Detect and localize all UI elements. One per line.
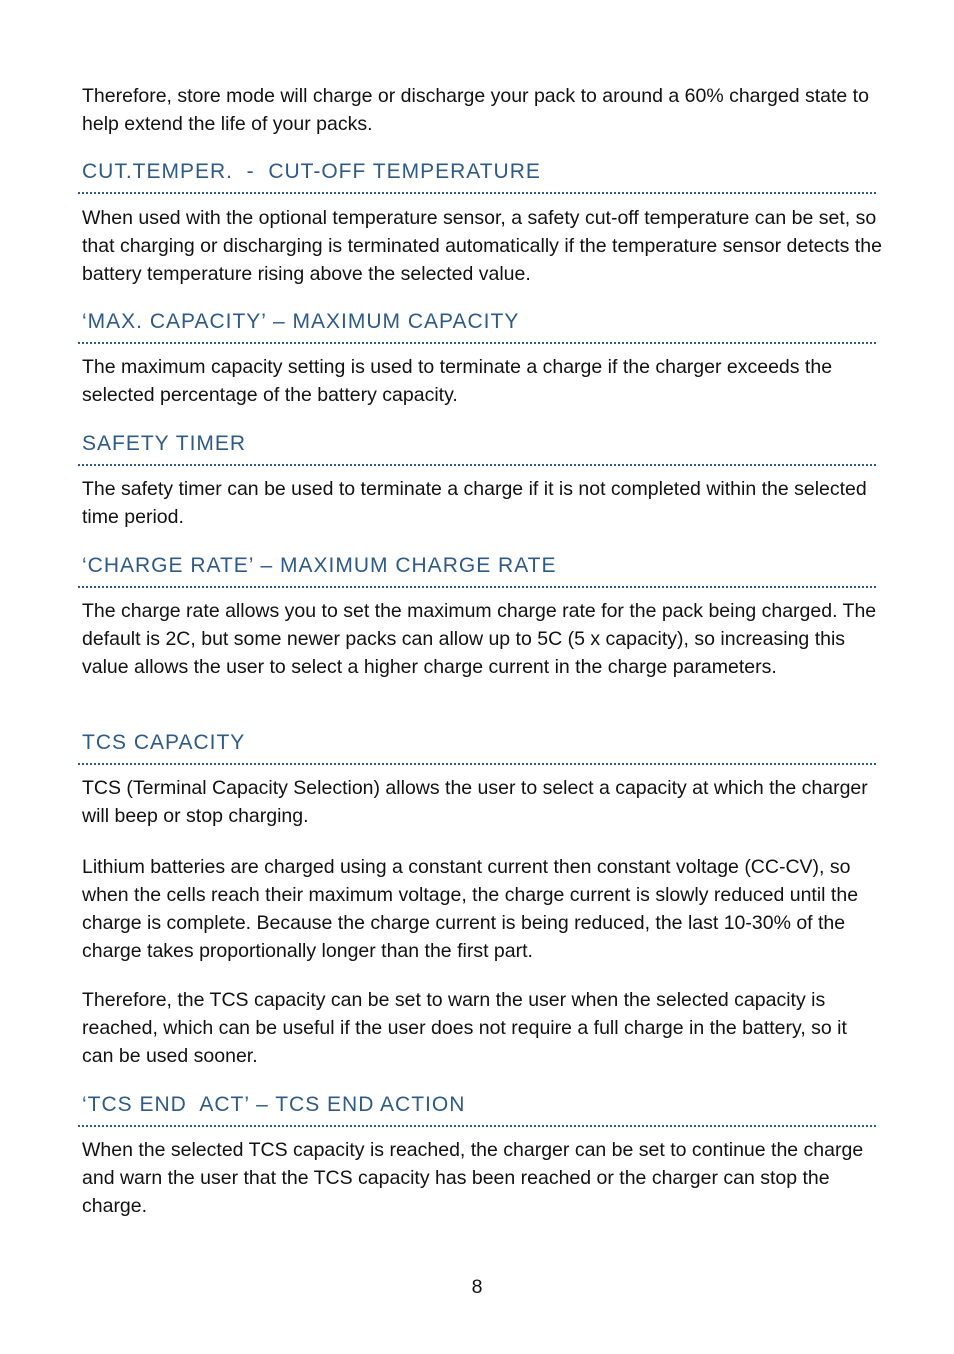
paragraph-tcs-capacity-1: TCS (Terminal Capacity Selection) allows the user to select a capacity at which the charger will beep or stop charging. (82, 777, 868, 827)
paragraph-maximum-charge-rate: The charge rate allows you to set the maximum charge rate for the pack being charged. The default is 2C, but some newer packs can allow up to 5C (5 x capacity), so increasing this value allows the user to select a higher charge current in the charge parameters. (82, 600, 877, 678)
paragraph-maximum-capacity: The maximum capacity setting is used to terminate a charge if the charger exceeds the selected percentage of the battery capacity. (82, 356, 833, 406)
heading-divider (78, 1125, 876, 1127)
paragraph-tcs-capacity-3: Therefore, the TCS capacity can be set to warn the user when the selected capacity is reached, which can be useful if the user does not require a full charge in the battery, so it can be used sooner. (82, 989, 847, 1067)
heading-tcs-capacity: TCS CAPACITY (82, 731, 246, 754)
heading-divider (78, 192, 876, 194)
paragraph-tcs-capacity-2: Lithium batteries are charged using a constant current then constant voltage (CC-CV), so when the cells reach their maximum voltage, the charge current is slowly reduced until the charge is complete. Because the charge current is being reduced, the last 10-30% of the charge takes proportionally longer than the first part. (82, 856, 859, 962)
heading-maximum-charge-rate: ‘CHARGE RATE’ – MAXIMUM CHARGE RATE (82, 554, 557, 577)
heading-divider (78, 342, 876, 344)
heading-divider (78, 464, 876, 466)
page-number: 8 (471, 1276, 483, 1298)
heading-safety-timer: SAFETY TIMER (82, 432, 247, 455)
paragraph-cut-off-temperature: When used with the optional temperature sensor, a safety cut-off temperature can be set, so that charging or discharging is terminated automatically if the temperature sensor detects the battery temperature rising above the selected value. (82, 207, 882, 285)
heading-cut-off-temperature: CUT.TEMPER. - CUT-OFF TEMPERATURE (82, 160, 541, 183)
heading-tcs-end-action: ‘TCS END ACT’ – TCS END ACTION (82, 1093, 466, 1116)
intro-paragraph: Therefore, store mode will charge or discharge your pack to around a 60% charged state to help extend the life of your packs. (82, 85, 869, 135)
heading-maximum-capacity: ‘MAX. CAPACITY’ – MAXIMUM CAPACITY (82, 310, 520, 333)
heading-divider (78, 763, 876, 765)
paragraph-tcs-end-action: When the selected TCS capacity is reached, the charger can be set to continue the charge and warn the user that the TCS capacity has been reached or the charger can stop the charge. (82, 1139, 864, 1217)
heading-divider (78, 586, 876, 588)
paragraph-safety-timer: The safety timer can be used to terminate a charge if it is not completed within the selected time period. (82, 478, 867, 528)
